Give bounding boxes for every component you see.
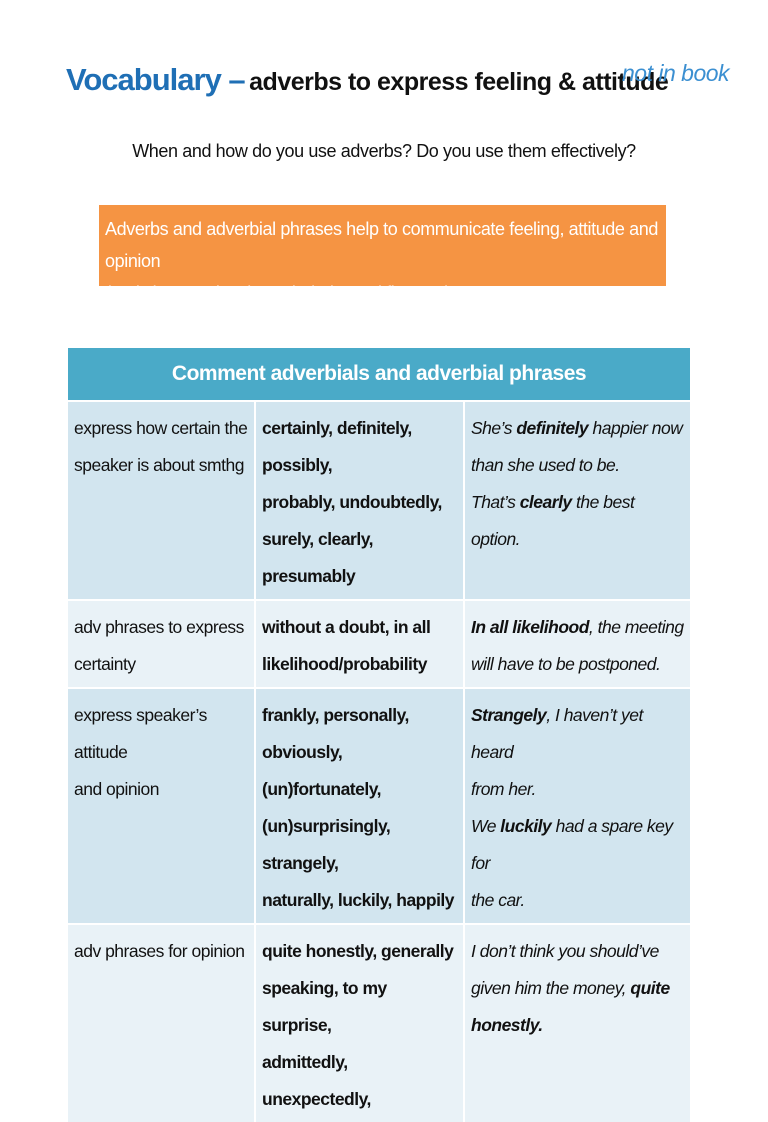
example-cell: In all likelihood, the meeting will have to be postponed. [464, 600, 690, 688]
example-cell: I don’t think you should’ve given him the money, quite honestly. [464, 924, 690, 1122]
title-vocabulary: Vocabulary – [66, 62, 245, 97]
intro-question: When and how do you use adverbs? Do you use them effectively? [132, 141, 636, 161]
table-row [68, 688, 690, 924]
table-row [68, 401, 690, 600]
title-topic: adverbs to express feeling & attitude [249, 68, 669, 96]
table-heading: Comment adverbials and adverbial phrases [68, 348, 690, 401]
callout-box [99, 205, 666, 303]
function-cell: adv phrases to express certainty [68, 600, 255, 688]
adverbs-cell: without a doubt, in all likelihood/probability [255, 600, 464, 688]
example-cell: She’s definitely happier now than she used to be. That’s clearly the best option. [464, 401, 690, 600]
page-title [66, 62, 668, 98]
not-in-book-note: not in book [622, 60, 730, 86]
function-cell: express how certain the speaker is about smthg [68, 401, 255, 600]
callout-line-1: Adverbs and adverbial phrases help to communicate feeling, attitude and opinion [105, 219, 658, 271]
function-cell: express speaker’s attitude and opinion [68, 688, 255, 924]
adverbs-cell: certainly, definitely, possibly, probably, undoubtedly, surely, clearly, presumably [255, 401, 464, 600]
adverbials-table [68, 348, 690, 1122]
example-cell: Strangely, I haven’t yet heard from her. We luckily had a spare key for the car. [464, 688, 690, 924]
function-cell: adv phrases for opinion [68, 924, 255, 1122]
adverbs-cell: quite honestly, generally speaking, to my surprise, admittedly, unexpectedly, [255, 924, 464, 1122]
adverbs-cell: frankly, personally, obviously, (un)fortunately, (un)surprisingly, strangely, naturally, luckily, happily [255, 688, 464, 924]
table-row [68, 600, 690, 688]
table-row [68, 924, 690, 1122]
callout-line-2: (and show C1 level vocabularhy and fluency!). [105, 283, 456, 303]
